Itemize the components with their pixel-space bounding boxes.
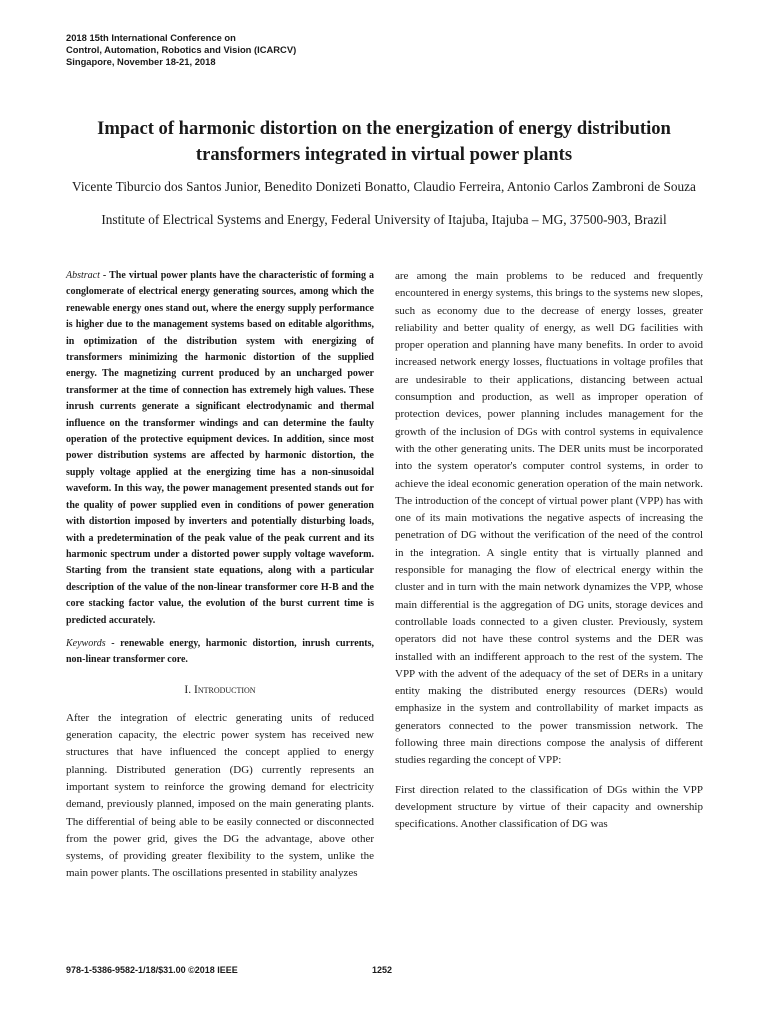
left-column (66, 268, 374, 883)
paper-title-line-2: transformers integrated in virtual power plants (195, 144, 573, 165)
conference-line-1: 2018 15th International Conference on (66, 32, 236, 43)
section-title: Introduction (193, 683, 256, 696)
section-heading (66, 683, 374, 697)
affiliation: Institute of Electrical Systems and Energy, Federal University of Itajuba, Itajuba – MG, 37500-903, Brazil (101, 212, 667, 227)
page-number: 1252 (372, 965, 393, 975)
page-footer (66, 965, 702, 975)
abstract-text: - The virtual power plants have the characteristic of forming a conglomerate of electrical energy generating sources, among which the renewable energy ones stand out, where the energy supply performance is higher due to the management systems based on editable algorithms, in optimization of the distribution system with energizing of transformers minimizing the harmonic distortion of the supplied energy. The magnetizing current produced by an uncharged power transformer at the time of connection has extremely high values. These inrush currents generate a significant electrodynamic and thermal influence on the transformer windings and can determine the faulty operation of the protective equipment devices. In addition, since most power distribution systems are affected by harmonic distortion, the supply voltage applied at the energizing time has a non-sinusoidal waveform. In this way, the power management presented stands out for the quality of power supplied even in conditions of power generation with distortion imposed by inverters and potentially disturbing loads, with a predetermination of the peak value of the peak current and its harmonic spectrum under a distorted power supply voltage waveform. Starting from the transient state equations, along with a particular description of the value of the non-linear transformer core H-B and the core stacking factor value, the evolution of the burst current time is predicted accurately. (66, 270, 374, 626)
keywords-text: - renewable energy, harmonic distortion, inrush currents, non-linear transformer core. (66, 637, 374, 666)
paper-title-line-1: Impact of harmonic distortion on the energization of energy distribution (97, 118, 671, 139)
paper-title (40, 116, 728, 168)
section-numeral: I. (184, 683, 194, 696)
intro-paragraph-left: After the integration of electric generating units of reduced generation capacity, the electric power system has received new structures that have influenced the concept applied to energy planning. Distributed generation (DG) currently represents an important system to reinforce the growing demand for electricity demand, previously planned, imposed on the main generating plants. The differential of being able to be easily connected or disconnected from the power grid, gives the DG the advantage, above other systems, of providing greater flexibility to the system, unlike the main power plants. The oscillations presented in stability analyzes (66, 711, 374, 880)
abstract (66, 268, 374, 629)
conference-line-2: Control, Automation, Robotics and Vision (ICARCV) (66, 44, 297, 55)
keywords (66, 636, 374, 669)
conference-line-3: Singapore, November 18-21, 2018 (66, 56, 216, 67)
keywords-label: Keywords (66, 637, 106, 649)
intro-paragraph-right-1: are among the main problems to be reduced and frequently encountered in energy systems, this brings to the systems new slopes, such as economy due to the decrease of energy losses, greater reliability and better quality of energy, as well DG facilities with proper operation and planning have many benefits. In order to avoid increased network energy losses, fluctuations in voltage profiles that are undesirable to their applications, distancing between actual consumption and production, as well as improper operation of protection devices, power planning includes management for the growth of the inclusion of DGs with control systems in equivalence with the other generating units. The DER units must be incorporated into the system operator's computer control systems, in order to achieve the ideal economic generation operation of the main network. The introduction of the concept of virtual power plant (VPP) has with one of its main motivations the negative aspects of increasing the penetration of DG without the verification of the need of the control in the integration. A single entity that is virtually planned and responsible for managing the flow of electrical energy within the cluster and in turn with the main network dynamizes the VPP, whose main differential is the aggregation of DG units, storage devices and controllable loads connected to a given cluster. Previously, system operators did not have these control systems and the DER was installed with an indifferent approach to the rest of the system. The VPP with the advent of the adequacy of the set of DERs in a unitary entity making the distributed energy resources (DERs) would emphasize in the system and controllability of market impacts as generators connected to the power transmission network. The following three main directions compose the analysis of different studies regarding the concept of VPP: (395, 270, 703, 767)
right-column (395, 268, 703, 834)
intro-paragraph-right-2: First direction related to the classification of DGs within the VPP development structure by virtue of their capacity and ownership specifications. Another classification of DG was (395, 783, 703, 831)
footer-isbn: 978-1-5386-9582-1/18/$31.00 ©2018 IEEE (66, 965, 238, 975)
conference-header (66, 32, 296, 68)
author-list: Vicente Tiburcio dos Santos Junior, Benedito Donizeti Bonatto, Claudio Ferreira, Antonio Carlos Zambroni de Souza (72, 179, 696, 194)
abstract-label: Abstract (66, 270, 100, 281)
